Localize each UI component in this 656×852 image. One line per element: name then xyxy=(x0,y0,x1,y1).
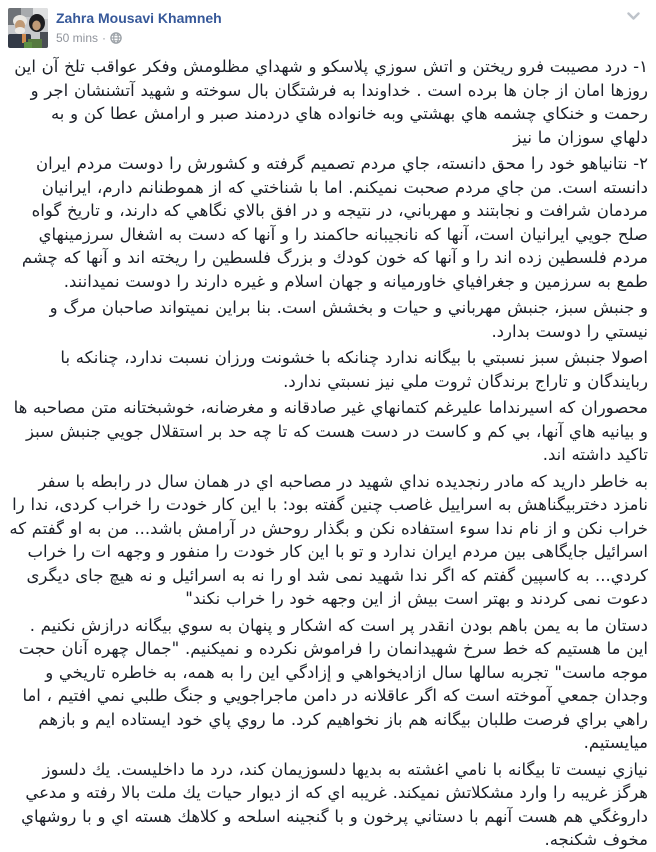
timestamp-link[interactable]: 50 mins xyxy=(56,31,99,45)
post-paragraph: محصوران كه اسيرنداما عليرغم كتمانهاي غير صادقانه و مغرضانه، خوشبختانه متن مصاحبه ها و بيانيه هاي آنها، بي كم و كاست در دست هست كه تا چه حد بر استقلال جويي جنبش سبز تاكيد داشته اند. xyxy=(13,398,648,464)
post-paragraph: نيازي نيست تا بيگانه با نامي اغشته به بديها دلسوزيمان كند، درد ما داخليست. يك دلسوز هرگز غريبه را وارد مشكلاتش نميكند. غريبه اي كه از ديوار حيات يك ملت بالا رفته و مدعي داروغگي هم هست آنهم با دستاني پرخون و با گنجينه اسلحه و كلاهك هسته اي و با روشهاي مخوف شكنجه. xyxy=(21,759,648,849)
post-paragraph: دستان ما به يمن باهم بودن انقدر پر است كه اشكار و پنهان به سوي بيگانه درازش نكنيم . اين ما هستيم كه خط سرخ شهيدانمان را فراموش نكرده و نميكنيم. "جمال چهره آنان حجت موجه ماست" تجربه سالها سال ازاديخواهي و إزادگي اين را به همه، به خاطره تاريخي و وجدان جمعي آموخته است كه اگر عاقلانه در دامن ماجراجويي و جنگ طلبي نمي افتيم ، اما راهي براي فرصت طلبان بيگانه هم باز نخواهيم كرد. ما روي پاي خود ايستاده ايم و بازهم ميايستيم. xyxy=(18,615,648,752)
post-header xyxy=(0,0,656,52)
author-link[interactable]: Zahra Mousavi Khamneh xyxy=(56,10,222,26)
profile-photo[interactable] xyxy=(8,8,48,48)
post-paragraph: به خاطر داريد كه مادر رنجديده نداي شهيد در مصاحبه اي در همان سال در رابطه با سفر نامزد دختربيگناهش به اسراييل غاصب چنين گفته بود: با اين كار خودت را خراب كردى، ندا را خراب نكن و از نام ندا سوء استفاده نكن و بگذار روحش در آرامش باشد... من به او گفتم كه اسرائيل جايگاهى بين مردم ايران ندارد و تو با اين كار خودت را منفور و وجهه ات را خراب كردي... به كاسپين گفتم كه اگر ندا شهيد نمى شد او را نه به اسرائيل و نه هيچ جاى ديگرى دعوت نمى كردند و بهتر است بيش از اين وجهه خود را خراب نكند" xyxy=(9,471,648,608)
profile-photo-image xyxy=(8,8,48,48)
post-header-info xyxy=(56,8,222,45)
post-paragraph: و جنبش سبز، جنبش مهرباني و حيات و بخشش است. بنا براين نميتواند صاحبان مرگ و نيستي را دوست بدارد. xyxy=(49,298,648,341)
post-meta xyxy=(56,31,222,45)
globe-icon xyxy=(110,32,122,44)
post-paragraph: اصولا جنبش سبز نسبتي با بيگانه ندارد چنانكه با خشونت ورزان نسبت ندارد، چنانكه با ربايندگان و تاراج برندگان ثروت ملي نيز نسبتي ندارد. xyxy=(60,348,648,391)
post-paragraph: ۱- درد مصيبت فرو ريختن و اتش سوزي پلاسكو و شهداي مظلومش وفكر عواقب تلخ آن اين روزها امان از جان ها برده است . خداوندا به فرشتگان بال سوخته و شهيد آتشنشان اجر و رحمت و خنكاي چشمه هاي بهشتي وبه خانواده هاي دردمند صبر و ارامش عطا كن و به دلهاي سوزان ما نيز xyxy=(14,57,648,147)
post-body xyxy=(0,52,656,852)
chevron-down-icon xyxy=(627,9,640,24)
post-paragraph: ۲- نتانياهو خود را محق دانسته، جاي مردم تصميم گرفته و كشورش را دوست مردم ايران دانسته است. من جاي مردم صحبت نميكنم. اما با شناختي كه از هموطنانم دارم، ايرانيان مردمان شرافت و نجابتند و مهرباني، در نتيجه و در افق بالاي نگاهي كه دارند، و تاريخ گواه صلح جويي ايرانيان است، آنها كه نانجيبانه حاكمند را و آنها كه دست به اشغال سرزمينهاي مردم فلسطين زده اند را و آنها كه خون كودك و بزرگ فلسطين را ريخته اند و آنها كه چشم طمع به سرزمين و جغرافياي خاورميانه و جهان اسلام و غيره دارند را دوست نميدانند. xyxy=(21,154,648,291)
post-menu-button[interactable] xyxy=(625,10,642,23)
meta-separator: · xyxy=(102,31,107,45)
